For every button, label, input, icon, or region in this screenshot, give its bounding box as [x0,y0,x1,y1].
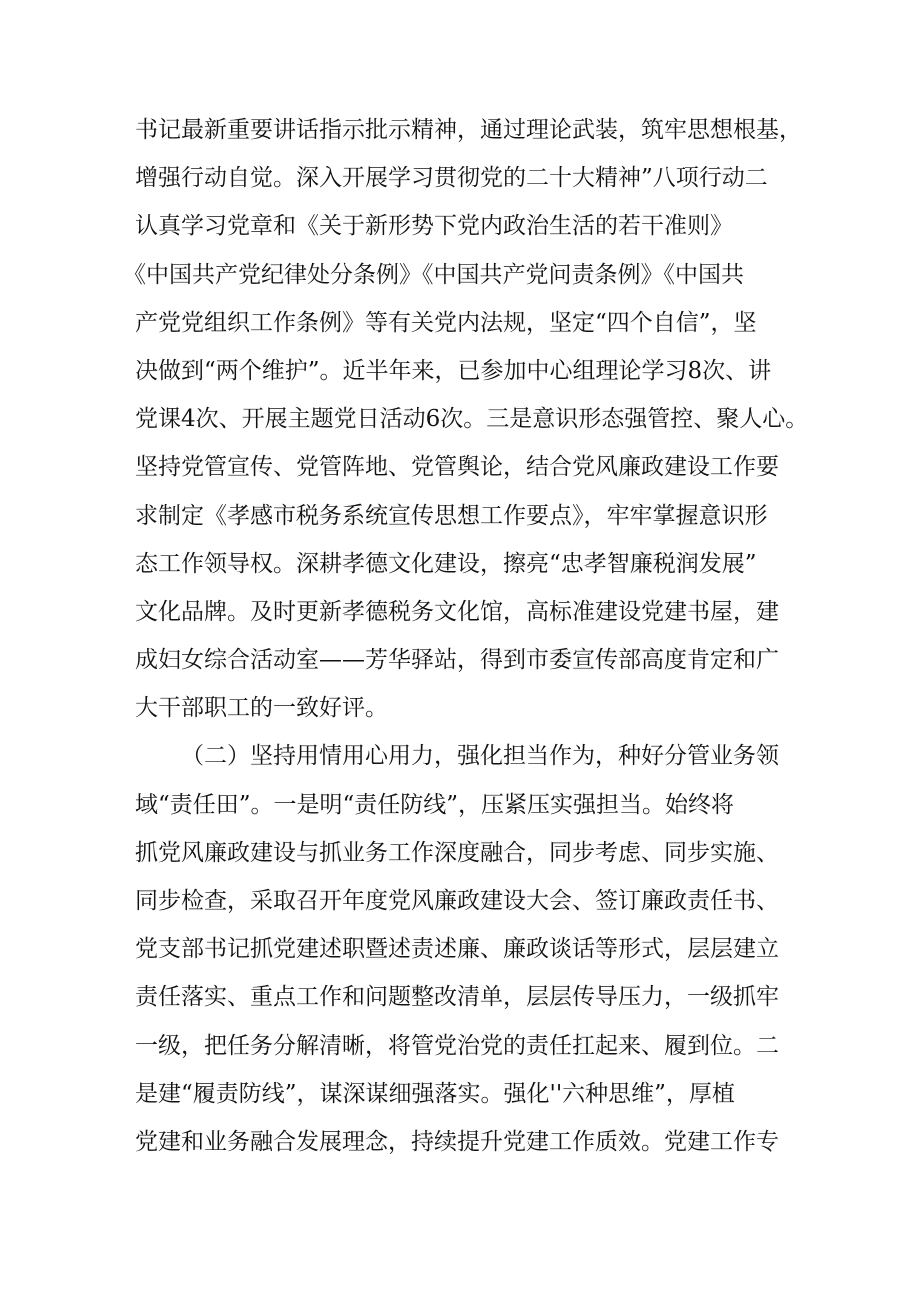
text-line: 同步检查，采取召开年度党风廉政建设大会、签订廉政责任书、 [135,888,779,914]
text-line: 认真学习党章和《关于新形势下党内政治生活的若干准则》 [135,213,733,240]
text-line: 成妇女综合活动室——芳华驿站，得到市委宣传部高度肯定和广 [135,647,779,674]
text-line: 是建“履责防线”，谋深谋细强落实。强化''六种思维”，厚植 [135,1080,735,1107]
body-text [123,106,835,1166]
text-line: 书记最新重要讲话指示批示精神，通过理论武装，筑牢思想根基， [135,117,802,143]
text-line: 党课4次、开展主题党日活动6次。三是意识形态强管控、聚人心。 [135,406,809,433]
text-line: 增强行动自觉。深入开展学习贯彻党的二十大精神”八项行动二 [135,165,768,192]
text-line: 求制定《孝感市税务系统宣传思想工作要点》，牢牢掌握意识形 [135,502,768,529]
text-line: 党支部书记抓党建述职暨述责述廉、廉政谈话等形式，层层建立 [135,936,779,963]
text-line: 产党党组织工作条例》等有关党内法规，坚定“四个自信”，坚 [135,309,757,336]
text-line: 大干部职工的一致好评。 [135,695,388,722]
paragraph-heading-line: （二）坚持用情用心用力，强化担当作为，种好分管业务领 [181,743,779,770]
text-line: 抓党风廉政建设与抓业务工作深度融合，同步考虑、同步实施、 [135,839,779,866]
text-line: 文化品牌。及时更新孝德税务文化馆，高标准建设党建书屋，建 [135,598,779,625]
text-line: 坚持党管宣传、党管阵地、党管舆论，结合党风廉政建设工作要 [135,454,779,481]
text-line: 域“责任田”。一是明“责任防线”，压紧压实强担当。始终将 [135,791,735,818]
text-line: 态工作领导权。深耕孝德文化建设，擦亮“忠孝智廉税润发展” [135,550,757,577]
text-line: 一级，把任务分解清晰，将管党治党的责任扛起来、履到位。二 [135,1032,779,1059]
text-line: 《中国共产党纪律处分条例》《中国共产党问责条例》《中国共 [123,261,744,288]
text-line: 责任落实、重点工作和问题整改清单，层层传导压力，一级抓牢 [135,984,779,1011]
text-line: 党建和业务融合发展理念，持续提升党建工作质效。党建工作专 [135,1128,779,1155]
text-line: 决做到“两个维护”。近半年来，已参加中心组理论学习8次、讲 [135,357,772,384]
